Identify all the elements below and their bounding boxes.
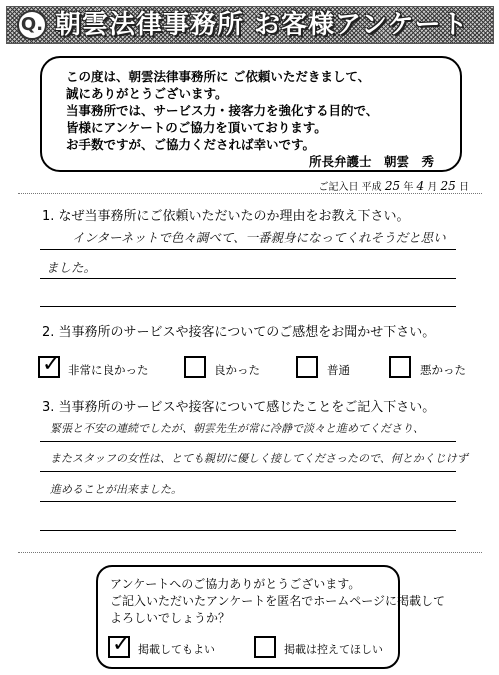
consent-checkbox-allow[interactable] (108, 632, 131, 658)
footer-line-2: ご記入いただいたアンケートを匿名でホームページに掲載して (110, 594, 446, 608)
q1-rule-2 (40, 278, 456, 279)
consent-checkbox-decline[interactable] (254, 636, 276, 658)
q2-option-good: 良かった (214, 363, 260, 377)
divider-top (18, 193, 482, 194)
q2-checkbox-good[interactable] (184, 356, 206, 378)
check-mark-icon: ✓ (42, 352, 61, 377)
intro-box (40, 56, 462, 172)
q2-option-average: 普通 (327, 363, 350, 377)
consent-option-allow: 掲載してもよい (138, 643, 215, 656)
q3-answer-line-2[interactable]: またスタッフの女性は、とても親切に優しく接してくださったので、何とかくじけず (50, 452, 468, 465)
intro-line-2: 誠にありがとうございます。 (66, 86, 228, 101)
q1-rule-1 (40, 249, 456, 250)
question-badge-icon: Q. (17, 10, 47, 40)
q2-option-bad: 悪かった (420, 363, 466, 377)
q1-rule-3 (40, 306, 456, 307)
intro-line-3: 当事務所では、サービス力・接客力を強化する目的で、 (66, 103, 379, 118)
date-label: ご記入日 (318, 182, 359, 193)
date-day-unit: 日 (459, 182, 469, 193)
date-year[interactable]: 25 (384, 179, 401, 193)
q2-checkbox-average[interactable] (296, 356, 318, 378)
question-3: 3. 当事務所のサービスや接客について感じたことをご記入下さい。 (42, 400, 436, 415)
check-mark-icon: ✓ (112, 632, 131, 657)
q3-rule-2 (40, 471, 456, 472)
footer-line-3: よろしいでしょうか？ (110, 611, 231, 625)
publication-consent-box (96, 565, 446, 669)
date-year-unit: 年 (403, 182, 414, 193)
q2-checkbox-bad[interactable] (389, 356, 411, 378)
divider-bottom (18, 552, 482, 553)
q3-rule-1 (40, 441, 456, 442)
q1-answer-line-1[interactable]: インターネットで色々調べて、一番親身になってくれそうだと思い (72, 230, 446, 245)
q3-answer-line-3[interactable]: 進めることが出来ました。 (50, 483, 182, 496)
q1-answer-line-2[interactable]: ました。 (46, 260, 97, 275)
date-era: 平成 (361, 182, 382, 193)
intro-line-4: 皆様にアンケートのご協力を頂いております。 (66, 120, 327, 135)
question-2: 2. 当事務所のサービスや接客についてのご感想をお聞かせ下さい。 (42, 325, 436, 340)
q3-rule-4 (40, 530, 456, 531)
question-1: 1. なぜ当事務所にご依頼いただいたのか理由をお教え下さい。 (42, 209, 410, 224)
title-banner (6, 6, 494, 44)
consent-option-decline: 掲載は控えてほしい (284, 643, 383, 656)
q2-checkbox-very-good[interactable] (38, 352, 61, 378)
intro-signature: 所長弁護士 朝雲 秀 (308, 154, 434, 169)
date-month[interactable]: 4 (416, 179, 425, 193)
q3-rule-3 (40, 501, 456, 502)
q2-option-very-good: 非常に良かった (68, 363, 149, 377)
intro-line-1: この度は、朝雲法律事務所に ご依頼いただきまして、 (66, 69, 371, 84)
page-title: 朝雲法律事務所 お客様アンケート (55, 10, 469, 40)
entry-date (318, 178, 469, 193)
date-month-unit: 月 (427, 182, 438, 193)
date-day[interactable]: 25 (440, 179, 456, 193)
intro-line-5: お手数ですが、ご協力くだされば幸いです。 (66, 137, 316, 152)
footer-line-1: アンケートへのご協力ありがとうございます。 (110, 577, 361, 591)
q3-answer-line-1[interactable]: 緊張と不安の連続でしたが、朝雲先生が常に冷静で淡々と進めてくださり、 (50, 422, 424, 435)
